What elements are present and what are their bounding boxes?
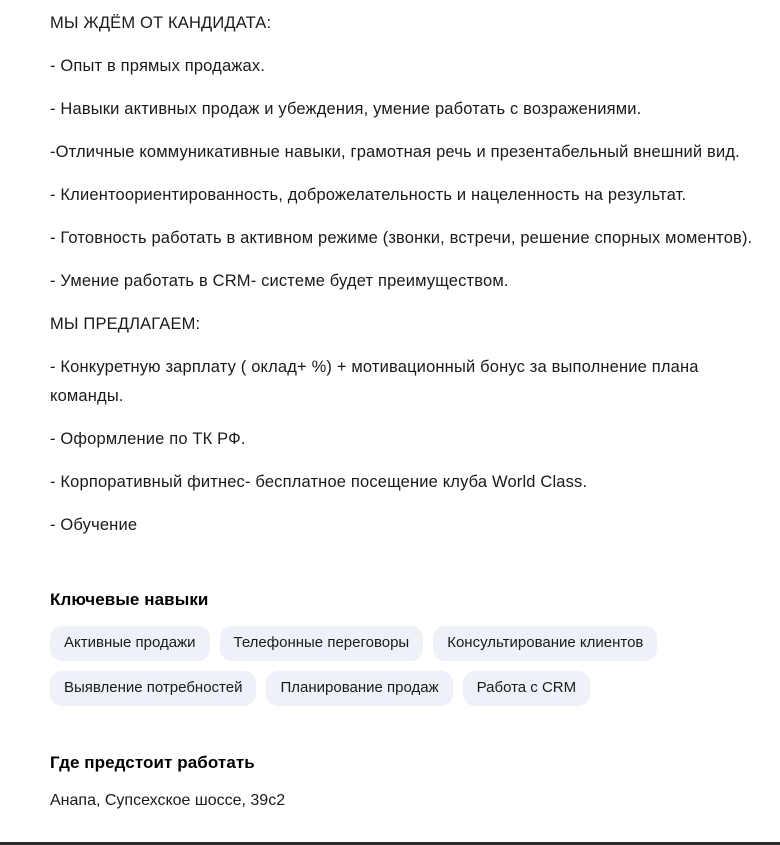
key-skills-list bbox=[50, 626, 750, 706]
workplace-section bbox=[50, 751, 772, 813]
skill-tag[interactable]: Телефонные переговоры bbox=[220, 626, 424, 661]
skill-tag[interactable]: Консультирование клиентов bbox=[433, 626, 657, 661]
skill-tag[interactable]: Выявление потребностей bbox=[50, 671, 256, 706]
workplace-address: Анапа, Супсехское шоссе, 39с2 bbox=[50, 792, 286, 809]
skill-tag[interactable]: Планирование продаж bbox=[266, 671, 452, 706]
description-paragraph: - Оформление по ТК РФ. bbox=[50, 430, 246, 448]
key-skills-title: Ключевые навыки bbox=[50, 590, 209, 609]
description-paragraph: МЫ ЖДЁМ ОТ КАНДИДАТА: bbox=[50, 14, 272, 32]
skill-tag[interactable]: Активные продажи bbox=[50, 626, 210, 661]
description-paragraph: МЫ ПРЕДЛАГАЕМ: bbox=[50, 315, 201, 333]
description-paragraph: - Корпоративный фитнес- бесплатное посещение клуба World Class. bbox=[50, 473, 588, 491]
key-skills-section bbox=[50, 588, 772, 706]
description-paragraph: - Умение работать в CRM- системе будет преимуществом. bbox=[50, 272, 509, 290]
skill-tag[interactable]: Работа с CRM bbox=[463, 671, 591, 706]
description-paragraph: - Конкуретную зарплату ( оклад+ %) + мотивационный бонус за выполнение плана команды. bbox=[50, 358, 699, 405]
description-paragraph: -Отличные коммуникативные навыки, грамотная речь и презентабельный внешний вид. bbox=[50, 143, 740, 161]
vacancy-description bbox=[50, 0, 772, 540]
description-paragraph: - Опыт в прямых продажах. bbox=[50, 57, 265, 75]
description-paragraph: - Клиентоориентированность, доброжелательность и нацеленность на результат. bbox=[50, 186, 687, 204]
description-paragraph: - Готовность работать в активном режиме (звонки, встречи, решение спорных моментов). bbox=[50, 229, 753, 247]
description-paragraph: - Навыки активных продаж и убеждения, умение работать с возражениями. bbox=[50, 100, 642, 118]
description-paragraph: - Обучение bbox=[50, 516, 138, 534]
workplace-title: Где предстоит работать bbox=[50, 753, 255, 772]
